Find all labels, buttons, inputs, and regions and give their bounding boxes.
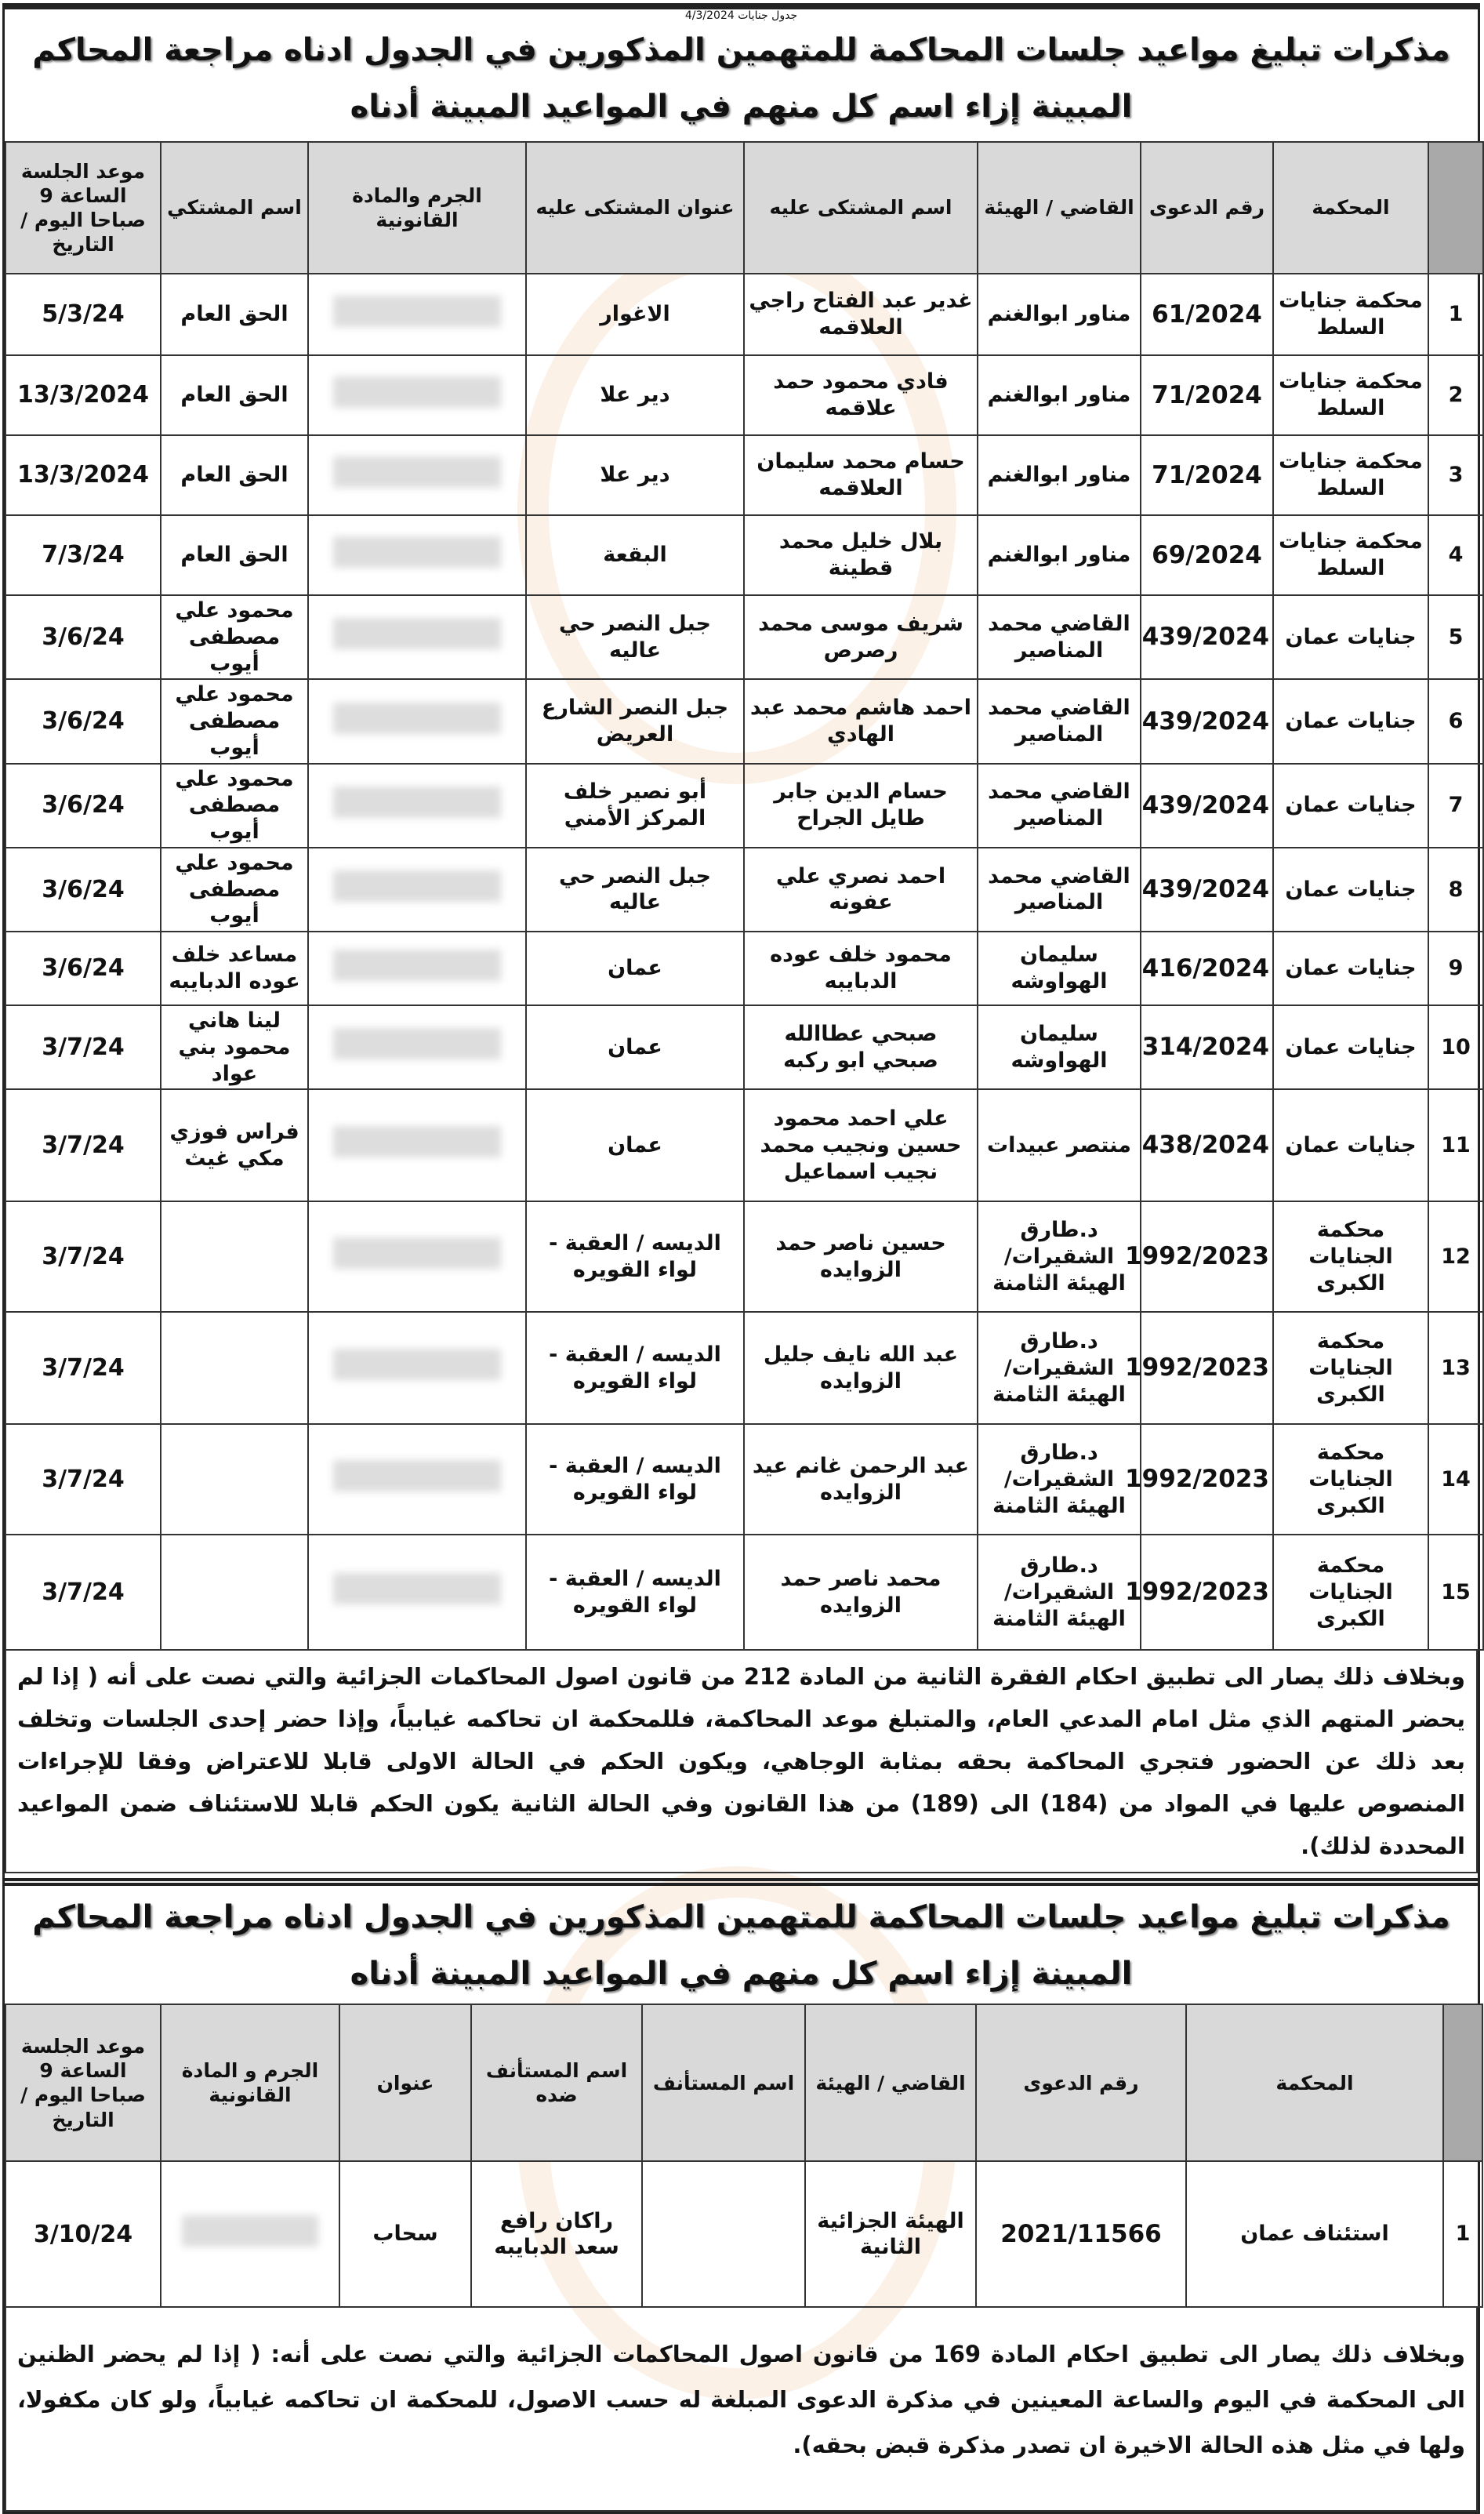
cell-charge: [308, 1089, 526, 1201]
cell-case-number: 61/2024: [1141, 274, 1273, 355]
cell-defendant-address: عمان: [526, 932, 744, 1005]
cell-session-date: 3/6/24: [5, 848, 161, 932]
cell-case-number: 438/2024: [1141, 1089, 1273, 1201]
cell-judge-panel: الهيئة الجزائية الثانية: [805, 2161, 976, 2307]
table-row: [5, 595, 1483, 679]
redacted-block: [333, 950, 501, 981]
cell-defendant-address: عمان: [526, 1005, 744, 1089]
cell-defendant-name: شريف موسى محمد رصرص: [744, 595, 978, 679]
cell-row-number: 7: [1428, 764, 1483, 848]
cell-complainant: محمود علي مصطفى أيوب: [161, 595, 308, 679]
cell-case-number: 439/2024: [1141, 595, 1273, 679]
header-case-number: رقم الدعوى: [1141, 142, 1273, 274]
table-row: [5, 515, 1483, 595]
cell-row-number: 12: [1428, 1201, 1483, 1312]
cell-session-date: 3/7/24: [5, 1535, 161, 1650]
stamp-date: جدول جنايات 4/3/2024: [684, 9, 798, 22]
cell-defendant-name: حسين ناصر حمد الزوايده: [744, 1201, 978, 1312]
cell-defendant-address: دير علا: [526, 435, 744, 515]
redacted-block: [333, 536, 501, 568]
cell-defendant-name: محمود خلف عوده الدبايبه: [744, 932, 978, 1005]
legal-note: وبخلاف ذلك يصار الى تطبيق احكام الفقرة الثانية من المادة 212 من قانون اصول المحاكمات الجزائية والتي نصت على أنه ( إذا لم يحضر المتهم الذي مثل امام المدعي العام، والمتبلغ موعد المحاكمة، فللمحكمة ان تحاكمه غيابياً، وإذا حضر إحدى الجلسات وتخلف بعد ذلك عن الحضور فتجري المحاكمة بحقه بمثابة الوجاهي، ويكون الحكم في الحالة الاولى قابلا للاعتراض وفقا للإجراءات المنصوص عليها في المواد من (184) الى (189) من هذا القانون وفي الحالة الثانية يكون الحكم قابلا للاستئناف ضمن المواعيد المحددة لذلك).: [5, 1651, 1478, 1873]
cell-session-date: 3/6/24: [5, 595, 161, 679]
cell-defendant-address: عمان: [526, 1089, 744, 1201]
cell-court: جنايات عمان: [1273, 848, 1428, 932]
cell-row-number: 1: [1428, 274, 1483, 355]
cell-charge: [308, 274, 526, 355]
cell-judge-panel: منتصر عبيدات: [978, 1089, 1141, 1201]
cell-complainant: [161, 1424, 308, 1535]
cell-complainant: الحق العام: [161, 515, 308, 595]
cell-case-number: 439/2024: [1141, 848, 1273, 932]
cell-judge-panel: القاضي محمد المناصير: [978, 764, 1141, 848]
header-judge-panel: القاضي / الهيئة: [805, 2004, 976, 2161]
redacted-block: [333, 1237, 501, 1269]
header-court: المحكمة: [1273, 142, 1428, 274]
cell-case-number: 2021/11566: [976, 2161, 1186, 2307]
cell-session-date: 3/6/24: [5, 764, 161, 848]
cell-case-number: 71/2024: [1141, 435, 1273, 515]
cell-defendant-address: الديسه / العقبة - لواء القويره: [526, 1201, 744, 1312]
cell-defendant-name: عبد الله نايف جليل الزوايده: [744, 1312, 978, 1424]
table-row: [5, 274, 1483, 355]
header-row-number: [1443, 2004, 1482, 2161]
cell-judge-panel: القاضي محمد المناصير: [978, 595, 1141, 679]
cell-charge: [308, 1424, 526, 1535]
cell-court: جنايات عمان: [1273, 764, 1428, 848]
cell-session-date: 3/7/24: [5, 1005, 161, 1089]
redacted-block: [333, 1349, 501, 1380]
cell-case-number: 71/2024: [1141, 355, 1273, 435]
cell-judge-panel: د.طارق الشقيرات/الهيئة الثامنة: [978, 1312, 1141, 1424]
cell-complainant: محمود علي مصطفى أيوب: [161, 764, 308, 848]
cell-charge: [308, 679, 526, 763]
redacted-block: [333, 703, 501, 734]
cell-row-number: 11: [1428, 1089, 1483, 1201]
cell-defendant-name: بلال خليل محمد قطينة: [744, 515, 978, 595]
cell-court: جنايات عمان: [1273, 1089, 1428, 1201]
cell-charge: [308, 764, 526, 848]
cell-charge: [308, 1312, 526, 1424]
cell-judge-panel: سليمان الهواوشه: [978, 1005, 1141, 1089]
cell-court: جنايات عمان: [1273, 595, 1428, 679]
cell-row-number: 9: [1428, 932, 1483, 1005]
cell-defendant-name: محمد ناصر حمد الزوايده: [744, 1535, 978, 1650]
header-case-number: رقم الدعوى: [976, 2004, 1186, 2161]
cell-defendant-address: جبل النصر الشارع العريض: [526, 679, 744, 763]
cell-session-date: 3/7/24: [5, 1201, 161, 1312]
cell-complainant: فراس فوزي مكي غيث: [161, 1089, 308, 1201]
cell-court: محكمة الجنايات الكبرى: [1273, 1201, 1428, 1312]
cell-defendant-address: البقعة: [526, 515, 744, 595]
table-row: [5, 932, 1483, 1005]
cell-court: جنايات عمان: [1273, 1005, 1428, 1089]
cell-court: جنايات عمان: [1273, 679, 1428, 763]
cell-defendant-name: حسام محمد سليمان العلاقمه: [744, 435, 978, 515]
header-row-number: [1428, 142, 1483, 274]
cell-case-number: 1992/2023: [1141, 1312, 1273, 1424]
cell-court: محكمة الجنايات الكبرى: [1273, 1424, 1428, 1535]
cell-row-number: 14: [1428, 1424, 1483, 1535]
cell-complainant: لينا هاني محمود بني عواد: [161, 1005, 308, 1089]
table-row: [5, 679, 1483, 763]
cell-defendant-address: جبل النصر حي عاليه: [526, 595, 744, 679]
cell-charge: [308, 1535, 526, 1650]
cell-judge-panel: د.طارق الشقيرات/الهيئة الثامنة: [978, 1424, 1141, 1535]
sessions-table: [5, 141, 1484, 1651]
cell-defendant-address: أبو نصير خلف المركز الأمني: [526, 764, 744, 848]
legal-note-2: وبخلاف ذلك يصار الى تطبيق احكام المادة 169 من قانون اصول المحاكمات الجزائية والتي نصت على أنه: ( إذا لم يحضر الظنين الى المحكمة في اليوم والساعة المعينين في مذكرة الدعوى المبلغة له حسب الاصول، للمحكمة ان تحاكمه غيابياً، ولو كان مكفولا، ولها في مثل هذه الحالة الاخيرة ان تصدر مذكرة قبض بحقه).: [5, 2308, 1478, 2512]
header-complainant: اسم المشتكي: [161, 142, 308, 274]
redacted-block: [333, 1126, 501, 1157]
cell-judge-panel: مناور ابوالغنم: [978, 355, 1141, 435]
cell-row-number: 3: [1428, 435, 1483, 515]
header-defendant-name: اسم المشتكى عليه: [744, 142, 978, 274]
notice-title: مذكرات تبليغ مواعيد جلسات المحاكمة للمتهمين المذكورين في الجدول ادناه مراجعة المحاكم المبينة إزاء اسم كل منهم في المواعيد المبينة أدناه: [32, 32, 1450, 125]
cell-case-number: 1992/2023: [1141, 1424, 1273, 1535]
cell-row-number: 2: [1428, 355, 1483, 435]
cell-complainant: مساعد خلف عوده الدبايبه: [161, 932, 308, 1005]
cell-case-number: 439/2024: [1141, 764, 1273, 848]
cell-row-number: 5: [1428, 595, 1483, 679]
cell-judge-panel: القاضي محمد المناصير: [978, 848, 1141, 932]
header-appellant: اسم المستأنف: [642, 2004, 805, 2161]
cell-complainant: محمود علي مصطفى أيوب: [161, 679, 308, 763]
cell-charge: [308, 1201, 526, 1312]
cell-defendant-name: عبد الرحمن غانم عيد الزوايده: [744, 1424, 978, 1535]
cell-defendant-address: الاغوار: [526, 274, 744, 355]
cell-defendant-address: الديسه / العقبة - لواء القويره: [526, 1535, 744, 1650]
cell-charge: [308, 355, 526, 435]
cell-row-number: 1: [1443, 2161, 1482, 2307]
cell-case-number: 416/2024: [1141, 932, 1273, 1005]
cell-defendant-address: الديسه / العقبة - لواء القويره: [526, 1424, 744, 1535]
cell-session-date: 3/7/24: [5, 1089, 161, 1201]
redacted-block: [333, 456, 501, 488]
cell-defendant-name: احمد هاشم محمد عبد الهادي: [744, 679, 978, 763]
cell-judge-panel: سليمان الهواوشه: [978, 932, 1141, 1005]
table-row: [5, 355, 1483, 435]
appeals-table: [5, 2004, 1483, 2308]
redacted-block: [333, 376, 501, 408]
table-row: [5, 435, 1483, 515]
cell-session-date: 13/3/2024: [5, 435, 161, 515]
cell-judge-panel: مناور ابوالغنم: [978, 435, 1141, 515]
cell-judge-panel: مناور ابوالغنم: [978, 274, 1141, 355]
cell-defendant-name: فادي محمود حمد علاقمه: [744, 355, 978, 435]
cell-judge-panel: مناور ابوالغنم: [978, 515, 1141, 595]
cell-row-number: 4: [1428, 515, 1483, 595]
cell-defendant-address: دير علا: [526, 355, 744, 435]
cell-defendant-name: حسام الدين جابر طايل الجراح: [744, 764, 978, 848]
cell-complainant: [161, 1201, 308, 1312]
cell-complainant: الحق العام: [161, 355, 308, 435]
cell-charge: [308, 848, 526, 932]
cell-court: جنايات عمان: [1273, 932, 1428, 1005]
cell-row-number: 8: [1428, 848, 1483, 932]
cell-complainant: الحق العام: [161, 435, 308, 515]
court-notice-1: [2, 3, 1480, 2514]
cell-charge: [308, 1005, 526, 1089]
cell-session-date: 3/10/24: [5, 2161, 161, 2307]
header-defendant-address: عنوان المشتكى عليه: [526, 142, 744, 274]
cell-defendant-name: احمد نصري علي عفونه: [744, 848, 978, 932]
cell-case-number: 1992/2023: [1141, 1535, 1273, 1650]
cell-complainant: [161, 1535, 308, 1650]
table-row: [5, 1201, 1483, 1312]
table-row: [5, 2161, 1482, 2307]
cell-defendant-name: غدير عبد الفتاح راجي العلاقمه: [744, 274, 978, 355]
cell-charge: [308, 435, 526, 515]
cell-court: محكمة جنايات السلط: [1273, 274, 1428, 355]
table-row: [5, 1312, 1483, 1424]
header-judge-panel: القاضي / الهيئة: [978, 142, 1141, 274]
cell-court: محكمة جنايات السلط: [1273, 355, 1428, 435]
cell-defendant-address: جبل النصر حي عاليه: [526, 848, 744, 932]
redacted-block: [333, 618, 501, 649]
cell-court: محكمة جنايات السلط: [1273, 435, 1428, 515]
cell-charge: [308, 515, 526, 595]
table-row: [5, 764, 1483, 848]
cell-court: محكمة الجنايات الكبرى: [1273, 1312, 1428, 1424]
header-session-date: موعد الجلسة الساعة 9 صباحا اليوم / التاريخ: [5, 142, 161, 274]
cell-defendant-name: علي احمد محمود حسين ونجيب محمد نجيب اسماعيل: [744, 1089, 978, 1201]
redacted-block: [333, 1028, 501, 1059]
cell-session-date: 7/3/24: [5, 515, 161, 595]
header-charge: الجرم و المادة القانونية: [161, 2004, 339, 2161]
cell-session-date: 13/3/2024: [5, 355, 161, 435]
cell-appellant: [642, 2161, 805, 2307]
cell-session-date: 3/6/24: [5, 679, 161, 763]
cell-session-date: 5/3/24: [5, 274, 161, 355]
cell-judge-panel: د.طارق الشقيرات/الهيئة الثامنة: [978, 1201, 1141, 1312]
header-court: المحكمة: [1186, 2004, 1443, 2161]
cell-court: محكمة جنايات السلط: [1273, 515, 1428, 595]
cell-session-date: 3/7/24: [5, 1312, 161, 1424]
cell-complainant: محمود علي مصطفى أيوب: [161, 848, 308, 932]
divider: [5, 1878, 1478, 1886]
cell-charge: [161, 2161, 339, 2307]
redacted-block: [333, 787, 501, 818]
cell-case-number: 69/2024: [1141, 515, 1273, 595]
cell-row-number: 13: [1428, 1312, 1483, 1424]
redacted-block: [182, 2215, 318, 2247]
cell-defendant-address: الديسه / العقبة - لواء القويره: [526, 1312, 744, 1424]
redacted-block: [333, 1573, 501, 1604]
cell-case-number: 439/2024: [1141, 679, 1273, 763]
cell-row-number: 15: [1428, 1535, 1483, 1650]
header-session-date: موعد الجلسة الساعة 9 صباحا اليوم / التاريخ: [5, 2004, 161, 2161]
cell-session-date: 3/7/24: [5, 1424, 161, 1535]
header-appellee: اسم المستأنف ضده: [471, 2004, 642, 2161]
cell-address: سحاب: [339, 2161, 471, 2307]
cell-court: محكمة الجنايات الكبرى: [1273, 1535, 1428, 1650]
cell-charge: [308, 932, 526, 1005]
redacted-block: [333, 1460, 501, 1491]
cell-complainant: [161, 1312, 308, 1424]
redacted-block: [333, 296, 501, 327]
table-row: [5, 848, 1483, 932]
cell-case-number: 314/2024: [1141, 1005, 1273, 1089]
redacted-block: [333, 870, 501, 902]
cell-complainant: الحق العام: [161, 274, 308, 355]
cell-defendant-name: صبحي عطاالله صبحي ابو ركبه: [744, 1005, 978, 1089]
cell-appellee: راكان رافع سعد الدبايبه: [471, 2161, 642, 2307]
cell-court: استئناف عمان: [1186, 2161, 1443, 2307]
header-address: عنوان: [339, 2004, 471, 2161]
cell-judge-panel: القاضي محمد المناصير: [978, 679, 1141, 763]
cell-session-date: 3/6/24: [5, 932, 161, 1005]
notice-title-2: مذكرات تبليغ مواعيد جلسات المحاكمة للمتهمين المذكورين في الجدول ادناه مراجعة المحاكم المبينة إزاء اسم كل منهم في المواعيد المبينة أدناه: [32, 1899, 1450, 1993]
cell-case-number: 1992/2023: [1141, 1201, 1273, 1312]
cell-row-number: 6: [1428, 679, 1483, 763]
table-row: [5, 1005, 1483, 1089]
table-row: [5, 1424, 1483, 1535]
cell-row-number: 10: [1428, 1005, 1483, 1089]
cell-judge-panel: د.طارق الشقيرات/الهيئة الثامنة: [978, 1535, 1141, 1650]
cell-charge: [308, 595, 526, 679]
header-charge: الجرم والمادة القانونية: [308, 142, 526, 274]
table-row: [5, 1089, 1483, 1201]
table-row: [5, 1535, 1483, 1650]
